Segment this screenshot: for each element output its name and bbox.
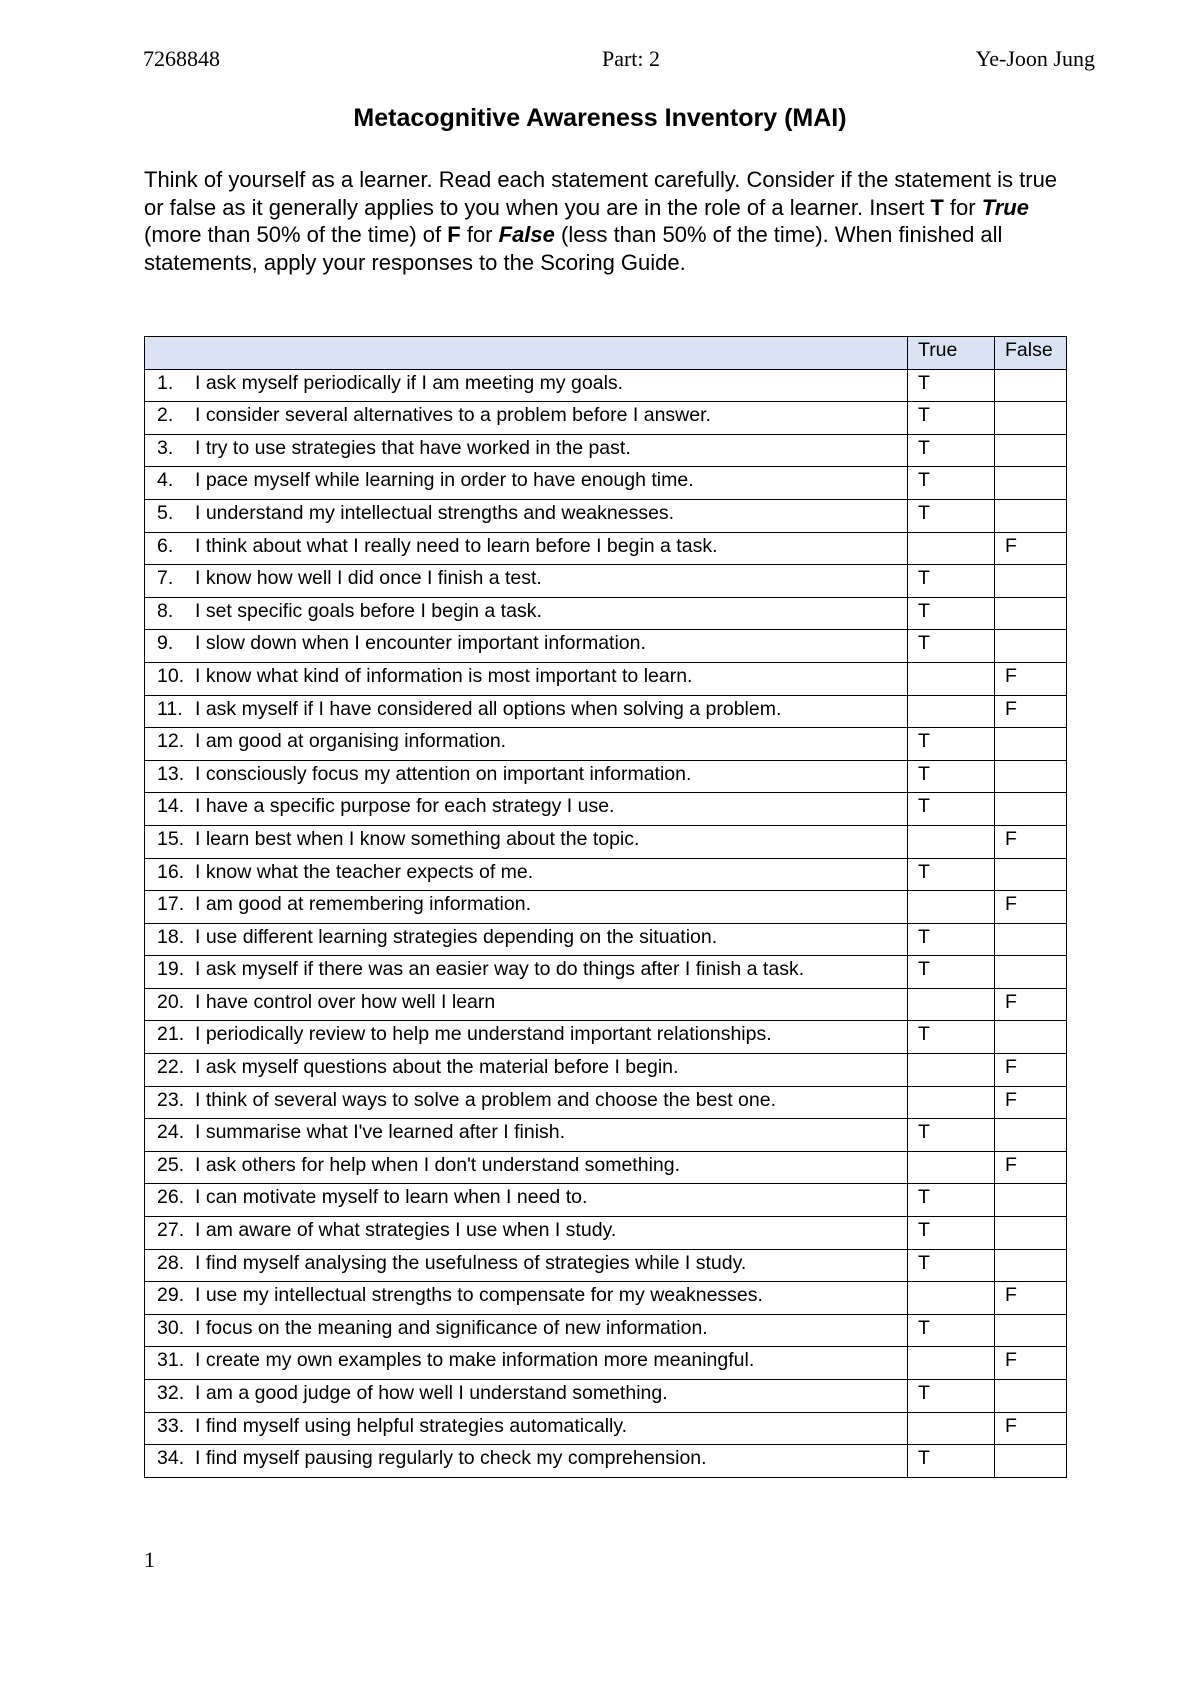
statement-number: 31. — [157, 1349, 185, 1372]
false-response-cell[interactable]: F — [995, 1282, 1067, 1315]
statement-cell — [145, 662, 908, 695]
statement-text: I periodically review to help me understand important relationships. — [195, 1023, 772, 1046]
table-row — [145, 1445, 1067, 1478]
false-response-cell[interactable]: F — [995, 1412, 1067, 1445]
statement-text: I consciously focus my attention on important information. — [195, 762, 692, 785]
false-response-cell[interactable] — [995, 1184, 1067, 1217]
statement-number: 6. — [157, 534, 174, 557]
statement-text: I understand my intellectual strengths and weaknesses. — [195, 501, 675, 524]
statement-text: I pace myself while learning in order to have enough time. — [195, 469, 694, 492]
statement-text: I can motivate myself to learn when I need to. — [195, 1186, 588, 1209]
false-response-cell[interactable]: F — [995, 1151, 1067, 1184]
statement-number: 9. — [157, 632, 174, 655]
false-response-cell[interactable] — [995, 499, 1067, 532]
statement-number: 23. — [157, 1088, 185, 1111]
table-row — [145, 1119, 1067, 1152]
true-response-cell[interactable]: T — [908, 1217, 995, 1250]
true-response-cell[interactable]: T — [908, 369, 995, 402]
statement-text: I consider several alternatives to a problem before I answer. — [195, 404, 711, 427]
statement-cell — [145, 434, 908, 467]
false-response-cell[interactable]: F — [995, 825, 1067, 858]
statement-number: 28. — [157, 1251, 185, 1274]
true-response-cell[interactable]: T — [908, 630, 995, 663]
false-response-cell[interactable] — [995, 1314, 1067, 1347]
statement-number: 24. — [157, 1121, 185, 1144]
false-response-cell[interactable] — [995, 1445, 1067, 1478]
statement-text: I try to use strategies that have worked in the past. — [195, 436, 631, 459]
statement-number: 33. — [157, 1414, 185, 1437]
table-row — [145, 597, 1067, 630]
statement-cell — [145, 760, 908, 793]
table-row — [145, 956, 1067, 989]
true-response-cell[interactable] — [908, 1086, 995, 1119]
true-response-cell[interactable]: T — [908, 434, 995, 467]
table-row — [145, 825, 1067, 858]
statement-cell — [145, 499, 908, 532]
statement-cell — [145, 565, 908, 598]
table-row — [145, 532, 1067, 565]
statement-number: 12. — [157, 730, 185, 753]
false-response-cell[interactable] — [995, 728, 1067, 761]
statement-text: I am good at remembering information. — [195, 893, 531, 916]
statement-number: 29. — [157, 1284, 185, 1307]
false-response-cell[interactable] — [995, 597, 1067, 630]
false-response-cell[interactable] — [995, 923, 1067, 956]
true-response-cell[interactable]: T — [908, 728, 995, 761]
statement-cell — [145, 988, 908, 1021]
intro-t-letter: T — [930, 194, 944, 220]
header-false: False — [995, 337, 1067, 370]
instructions-paragraph — [144, 166, 1064, 276]
statement-cell — [145, 858, 908, 891]
statement-number: 16. — [157, 860, 185, 883]
false-response-cell[interactable] — [995, 369, 1067, 402]
statement-number: 21. — [157, 1023, 185, 1046]
statement-cell — [145, 1086, 908, 1119]
statement-cell — [145, 1282, 908, 1315]
statement-text: I ask myself if I have considered all options when solving a problem. — [195, 697, 782, 720]
table-header-row — [145, 337, 1067, 370]
table-row — [145, 565, 1067, 598]
statement-text: I think of several ways to solve a problem and choose the best one. — [195, 1088, 777, 1111]
statement-number: 15. — [157, 827, 185, 850]
false-response-cell[interactable] — [995, 760, 1067, 793]
statement-text: I focus on the meaning and significance of new information. — [195, 1316, 708, 1339]
statement-text: I use my intellectual strengths to compensate for my weaknesses. — [195, 1284, 763, 1307]
statement-cell — [145, 695, 908, 728]
statement-text: I am a good judge of how well I understand something. — [195, 1382, 668, 1404]
statement-cell — [145, 1380, 908, 1413]
intro-text-1: Think of yourself as a learner. Read each statement carefully. Consider if the statement is true or false as it generally applies to you when you are in the role of a learner. Insert — [144, 167, 1058, 220]
statement-text: I find myself pausing regularly to check my comprehension. — [195, 1447, 707, 1470]
statement-cell — [145, 467, 908, 500]
statement-cell — [145, 923, 908, 956]
true-response-cell[interactable]: T — [908, 956, 995, 989]
true-response-cell[interactable] — [908, 891, 995, 924]
false-response-cell[interactable] — [995, 565, 1067, 598]
statement-number: 10. — [157, 664, 185, 687]
statement-text: I am good at organising information. — [195, 730, 507, 753]
statement-number: 30. — [157, 1316, 185, 1339]
false-response-cell[interactable]: F — [995, 1086, 1067, 1119]
table-row — [145, 923, 1067, 956]
statement-number: 13. — [157, 762, 185, 785]
document-title: Metacognitive Awareness Inventory (MAI) — [353, 104, 847, 132]
true-response-cell[interactable]: T — [908, 923, 995, 956]
intro-false-word: False — [498, 222, 555, 247]
statement-cell — [145, 891, 908, 924]
table-row — [145, 1054, 1067, 1087]
table-row — [145, 891, 1067, 924]
true-response-cell[interactable]: T — [908, 1445, 995, 1478]
table-row — [145, 760, 1067, 793]
statement-text: I find myself using helpful strategies automatically. — [195, 1414, 628, 1437]
statement-cell — [145, 1217, 908, 1250]
false-response-cell[interactable] — [995, 956, 1067, 989]
table-row — [145, 499, 1067, 532]
header-student-id: 7268848 — [143, 46, 220, 71]
true-response-cell[interactable]: T — [908, 858, 995, 891]
table-row — [145, 402, 1067, 435]
false-response-cell[interactable]: F — [995, 1054, 1067, 1087]
false-response-cell[interactable] — [995, 434, 1067, 467]
table-row — [145, 1314, 1067, 1347]
statement-text: I have control over how well I learn — [195, 990, 496, 1013]
statement-number: 19. — [157, 958, 185, 981]
true-response-cell[interactable]: T — [908, 1021, 995, 1054]
true-response-cell[interactable] — [908, 532, 995, 565]
table-row — [145, 1021, 1067, 1054]
intro-text-3: (more than 50% of the time) of — [144, 222, 448, 247]
intro-true-word: True — [981, 194, 1029, 220]
statement-number: 14. — [157, 795, 185, 818]
statement-cell — [145, 1151, 908, 1184]
statement-cell — [145, 1021, 908, 1054]
statement-number: 11. — [157, 697, 183, 720]
table-row — [145, 1151, 1067, 1184]
statement-cell — [145, 402, 908, 435]
statement-cell — [145, 597, 908, 630]
table-row — [145, 1184, 1067, 1217]
true-response-cell[interactable] — [908, 1412, 995, 1445]
statement-cell — [145, 532, 908, 565]
table-row — [145, 793, 1067, 826]
true-response-cell[interactable]: T — [908, 1249, 995, 1282]
table-row — [145, 369, 1067, 402]
true-response-cell[interactable]: T — [908, 1119, 995, 1152]
statement-cell — [145, 728, 908, 761]
statement-number: 1. — [157, 371, 174, 394]
statement-cell — [145, 1347, 908, 1380]
table-row — [145, 1282, 1067, 1315]
statement-number: 34. — [157, 1447, 185, 1470]
statement-cell — [145, 1314, 908, 1347]
false-response-cell[interactable]: F — [995, 532, 1067, 565]
table-row — [145, 1217, 1067, 1250]
statement-number: 25. — [157, 1153, 185, 1176]
false-response-cell[interactable] — [995, 793, 1067, 826]
statement-text: I set specific goals before I begin a task. — [195, 599, 542, 622]
statement-text: I know what the teacher expects of me. — [195, 860, 534, 883]
statement-number: 8. — [157, 599, 174, 622]
header-part: Part: 2 — [601, 46, 661, 71]
statement-text: I have a specific purpose for each strategy I use. — [195, 795, 615, 818]
false-response-cell[interactable]: F — [995, 695, 1067, 728]
page-header — [143, 46, 1095, 76]
statement-text: I learn best when I know something about the topic. — [195, 827, 640, 850]
true-response-cell[interactable]: T — [908, 760, 995, 793]
table-row — [145, 467, 1067, 500]
table-row — [145, 434, 1067, 467]
table-row — [145, 630, 1067, 663]
true-response-cell[interactable]: T — [908, 565, 995, 598]
header-statement — [145, 337, 908, 370]
true-response-cell[interactable] — [908, 825, 995, 858]
false-response-cell[interactable] — [995, 1217, 1067, 1250]
intro-text-4: for — [460, 222, 499, 247]
statement-text: I know what kind of information is most important to learn. — [195, 664, 693, 687]
table-row — [145, 695, 1067, 728]
statement-cell — [145, 1445, 908, 1478]
statement-number: 20. — [157, 990, 185, 1013]
true-response-cell[interactable] — [908, 695, 995, 728]
table-row — [145, 662, 1067, 695]
statement-number: 4. — [157, 469, 174, 492]
false-response-cell[interactable] — [995, 467, 1067, 500]
statement-number: 5. — [157, 501, 174, 524]
true-response-cell[interactable]: T — [908, 793, 995, 826]
statement-cell — [145, 1249, 908, 1282]
statement-text: I use different learning strategies depending on the situation. — [195, 925, 718, 948]
table-row — [145, 1347, 1067, 1380]
statement-cell — [145, 369, 908, 402]
table-row — [145, 728, 1067, 761]
statement-text: I ask myself questions about the material before I begin. — [195, 1056, 679, 1079]
statement-number: 22. — [157, 1056, 185, 1079]
statement-cell — [145, 1119, 908, 1152]
true-response-cell[interactable]: T — [908, 1184, 995, 1217]
true-response-cell[interactable]: T — [908, 1380, 995, 1413]
true-response-cell[interactable]: T — [908, 1314, 995, 1347]
statement-cell — [145, 793, 908, 826]
statement-cell — [145, 1412, 908, 1445]
false-response-cell[interactable]: F — [995, 891, 1067, 924]
header-author: Ye-Joon Jung — [975, 46, 1095, 71]
statement-text: I ask myself periodically if I am meeting my goals. — [195, 371, 624, 394]
table-row — [145, 1249, 1067, 1282]
false-response-cell[interactable] — [995, 630, 1067, 663]
true-response-cell[interactable]: T — [908, 499, 995, 532]
false-response-cell[interactable] — [995, 1021, 1067, 1054]
false-response-cell[interactable] — [995, 858, 1067, 891]
true-response-cell[interactable] — [908, 1054, 995, 1087]
statement-text: I ask others for help when I don't understand something. — [195, 1153, 681, 1176]
false-response-cell[interactable]: F — [995, 988, 1067, 1021]
table-row — [145, 1412, 1067, 1445]
header-true: True — [908, 337, 995, 370]
true-response-cell[interactable]: T — [908, 597, 995, 630]
false-response-cell[interactable] — [995, 1119, 1067, 1152]
statement-text: I summarise what I've learned after I finish. — [195, 1121, 566, 1144]
page-number: 1 — [144, 1547, 155, 1572]
false-response-cell[interactable]: F — [995, 662, 1067, 695]
intro-text-2: for — [943, 194, 982, 220]
table-row — [145, 988, 1067, 1021]
statement-number: 26. — [157, 1186, 185, 1209]
true-response-cell[interactable]: T — [908, 402, 995, 435]
statement-text: I create my own examples to make information more meaningful. — [195, 1349, 755, 1372]
statement-text: I find myself analysing the usefulness of strategies while I study. — [195, 1251, 747, 1274]
statement-text: I ask myself if there was an easier way to do things after I finish a task. — [195, 958, 805, 981]
true-response-cell[interactable]: T — [908, 467, 995, 500]
true-response-cell[interactable] — [908, 1151, 995, 1184]
true-response-cell[interactable] — [908, 988, 995, 1021]
statement-text: I know how well I did once I finish a test. — [195, 567, 542, 590]
table-row — [145, 1086, 1067, 1119]
statement-text: I think about what I really need to learn before I begin a task. — [195, 534, 718, 557]
inventory-table — [144, 336, 1067, 1478]
statement-number: 32. — [157, 1382, 185, 1404]
statement-cell — [145, 956, 908, 989]
false-response-cell[interactable] — [995, 1249, 1067, 1282]
table-row — [145, 858, 1067, 891]
statement-text: I am aware of what strategies I use when I study. — [195, 1219, 617, 1242]
statement-cell — [145, 630, 908, 663]
statement-cell — [145, 1184, 908, 1217]
true-response-cell[interactable] — [908, 1282, 995, 1315]
true-response-cell[interactable] — [908, 1347, 995, 1380]
statement-cell — [145, 825, 908, 858]
intro-text-5: (less than 50% of the time). When finished all statements, apply your responses to the Scoring Guide. — [144, 222, 1003, 275]
statement-number: 18. — [157, 925, 185, 948]
true-response-cell[interactable] — [908, 662, 995, 695]
false-response-cell[interactable]: F — [995, 1347, 1067, 1380]
statement-text: I slow down when I encounter important information. — [195, 632, 646, 655]
statement-number: 7. — [157, 567, 174, 590]
false-response-cell[interactable] — [995, 402, 1067, 435]
statement-number: 27. — [157, 1219, 185, 1242]
statement-number: 3. — [157, 436, 174, 459]
table-row — [145, 1380, 1067, 1413]
statement-number: 17. — [157, 893, 185, 916]
false-response-cell[interactable] — [995, 1380, 1067, 1413]
statement-number: 2. — [157, 404, 174, 427]
intro-f-letter: F — [447, 222, 461, 247]
statement-cell — [145, 1054, 908, 1087]
table-body — [145, 369, 1067, 1477]
